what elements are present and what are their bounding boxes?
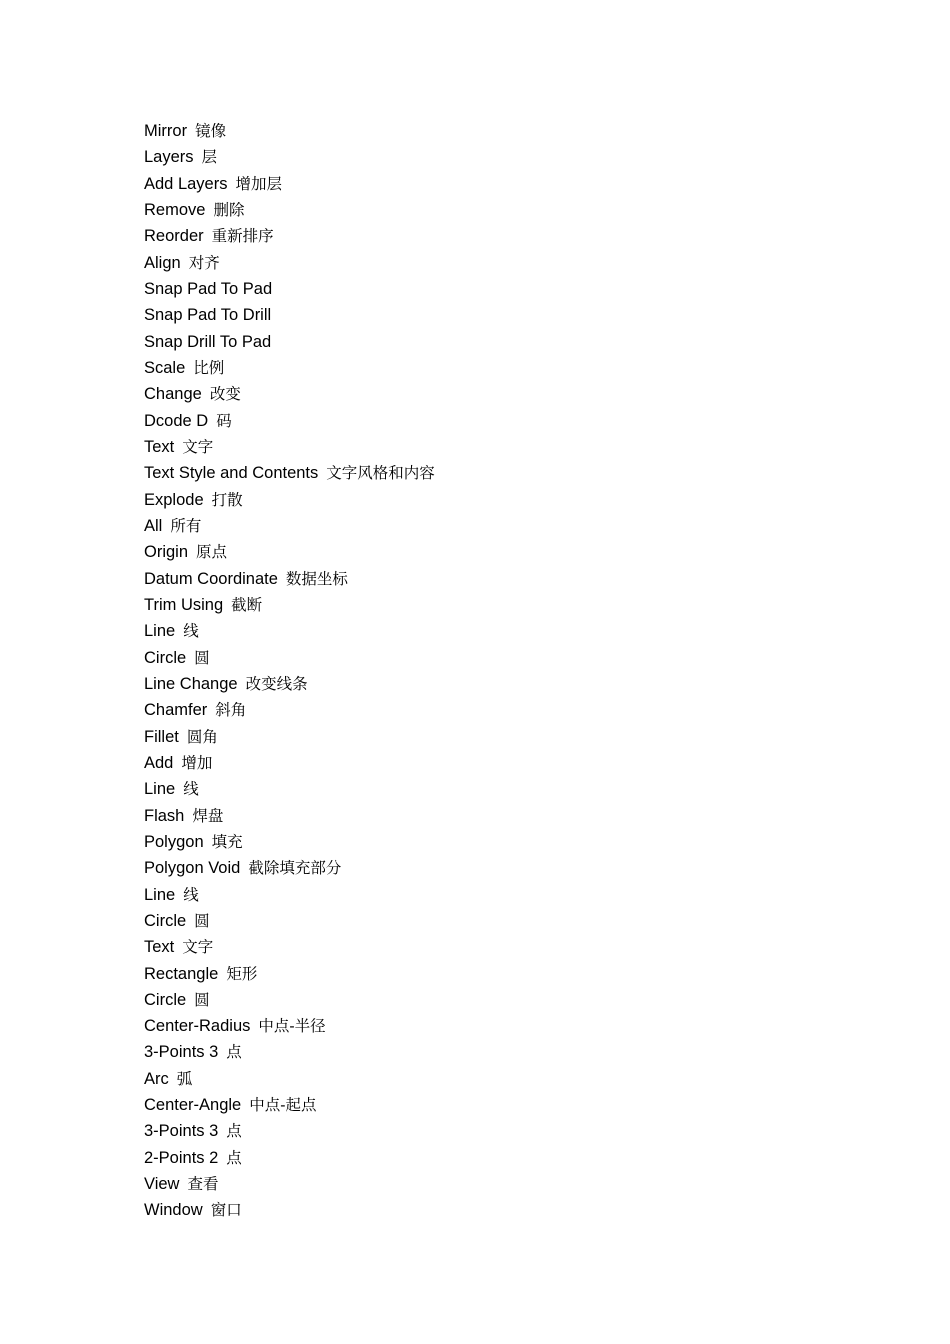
term-english: Center-Angle [144, 1096, 242, 1115]
term-row [144, 697, 435, 723]
term-english: Snap Pad To Pad [144, 279, 273, 298]
term-chinese: 文字风格和内容 [326, 464, 435, 483]
term-chinese: 线 [183, 622, 199, 641]
term-english: Center-Radius [144, 1017, 251, 1036]
term-chinese: 中点-起点 [249, 1096, 317, 1115]
term-row [144, 223, 435, 249]
term-english: Polygon Void [144, 859, 241, 878]
term-english: Add Layers [144, 174, 228, 193]
term-chinese: 弧 [176, 1069, 193, 1088]
term-chinese: 改变 [209, 385, 241, 404]
term-english: Layers [144, 148, 194, 167]
term-english: Align [144, 253, 181, 272]
term-chinese: 改变线条 [245, 674, 308, 693]
term-chinese: 码 [216, 411, 232, 430]
term-english: Snap Drill To Pad [144, 332, 272, 351]
term-english: Reorder [144, 227, 204, 246]
term-row [144, 302, 435, 328]
term-chinese: 圆 [194, 648, 210, 667]
term-row [144, 539, 435, 565]
term-row [144, 961, 435, 987]
term-chinese: 填充 [211, 832, 243, 851]
term-chinese: 圆 [194, 990, 210, 1009]
term-english: Explode [144, 490, 204, 509]
term-row [144, 908, 435, 934]
term-chinese: 线 [183, 780, 199, 799]
term-english: Origin [144, 543, 189, 562]
term-row [144, 987, 435, 1013]
term-chinese: 原点 [196, 543, 228, 562]
term-english: Add [144, 753, 174, 772]
term-row [144, 408, 435, 434]
term-english: Window [144, 1201, 203, 1220]
term-english: Line [144, 780, 176, 799]
term-row [144, 276, 435, 302]
term-english: Remove [144, 200, 206, 219]
term-english: 3-Points 3 [144, 1122, 219, 1141]
term-row [144, 1092, 435, 1118]
term-english: Datum Coordinate [144, 569, 278, 588]
term-chinese: 矩形 [226, 964, 258, 983]
term-row [144, 750, 435, 776]
term-english: 2-Points 2 [144, 1148, 219, 1167]
term-chinese: 比例 [193, 358, 225, 377]
term-english: Flash [144, 806, 185, 825]
term-chinese: 删除 [213, 200, 245, 219]
term-row [144, 144, 435, 170]
term-row [144, 355, 435, 381]
term-chinese: 重新排序 [211, 227, 274, 246]
term-chinese: 镜像 [195, 122, 227, 140]
term-row [144, 829, 435, 855]
term-chinese: 点 [226, 1122, 242, 1141]
term-row [144, 724, 435, 750]
term-chinese: 点 [226, 1148, 242, 1167]
term-row [144, 329, 435, 355]
term-row [144, 434, 435, 460]
term-row [144, 776, 435, 802]
term-english: Circle [144, 990, 187, 1009]
term-chinese: 窗口 [210, 1201, 242, 1220]
term-chinese: 文字 [182, 437, 214, 456]
term-list [144, 118, 435, 1224]
term-english: Text Style and Contents [144, 464, 319, 483]
term-chinese: 查看 [187, 1175, 219, 1194]
term-english: View [144, 1175, 180, 1194]
term-english: Text [144, 437, 175, 456]
term-english: Line Change [144, 674, 238, 693]
term-english: Circle [144, 648, 187, 667]
term-row [144, 171, 435, 197]
term-english: Scale [144, 358, 186, 377]
term-chinese: 增加层 [235, 174, 282, 193]
term-row [144, 671, 435, 697]
term-row [144, 1145, 435, 1171]
term-chinese: 层 [201, 148, 218, 167]
term-english: Trim Using [144, 595, 224, 614]
term-row [144, 381, 435, 407]
term-english: Circle [144, 911, 187, 930]
term-english: Arc [144, 1069, 169, 1088]
term-english: Dcode D [144, 411, 209, 430]
term-chinese: 斜角 [215, 701, 247, 720]
term-row [144, 487, 435, 513]
term-english: Change [144, 385, 202, 404]
term-english: Fillet [144, 727, 179, 746]
term-row [144, 618, 435, 644]
term-row [144, 1039, 435, 1065]
term-english: Snap Pad To Drill [144, 306, 272, 325]
term-chinese: 对齐 [188, 253, 220, 272]
term-row [144, 645, 435, 671]
term-chinese: 中点-半径 [258, 1017, 326, 1036]
term-chinese: 增加 [181, 753, 213, 772]
term-row [144, 250, 435, 276]
term-row [144, 1013, 435, 1039]
term-row [144, 197, 435, 223]
term-row [144, 1066, 435, 1092]
term-row [144, 566, 435, 592]
term-english: Line [144, 622, 176, 641]
term-row [144, 1197, 435, 1223]
term-row [144, 882, 435, 908]
term-chinese: 点 [226, 1043, 242, 1062]
term-chinese: 截除填充部分 [248, 859, 342, 878]
term-row [144, 934, 435, 960]
term-row [144, 803, 435, 829]
term-row [144, 513, 435, 539]
term-chinese: 数据坐标 [285, 569, 348, 588]
term-chinese: 焊盘 [192, 806, 224, 825]
term-english: All [144, 516, 163, 535]
term-chinese: 圆 [194, 911, 210, 930]
term-english: Rectangle [144, 964, 219, 983]
term-row [144, 1118, 435, 1144]
term-english: 3-Points 3 [144, 1043, 219, 1062]
term-english: Text [144, 938, 175, 957]
term-english: Polygon [144, 832, 204, 851]
term-row [144, 460, 435, 486]
term-chinese: 所有 [170, 516, 202, 535]
term-english: Mirror [144, 122, 188, 140]
term-chinese: 文字 [182, 938, 214, 957]
term-row [144, 592, 435, 618]
term-row [144, 855, 435, 881]
term-chinese: 线 [183, 885, 199, 904]
term-chinese: 打散 [211, 490, 243, 509]
term-chinese: 圆角 [186, 727, 218, 746]
term-row [144, 118, 435, 144]
term-english: Chamfer [144, 701, 208, 720]
term-row [144, 1171, 435, 1197]
term-chinese: 截断 [231, 595, 263, 614]
term-english: Line [144, 885, 176, 904]
